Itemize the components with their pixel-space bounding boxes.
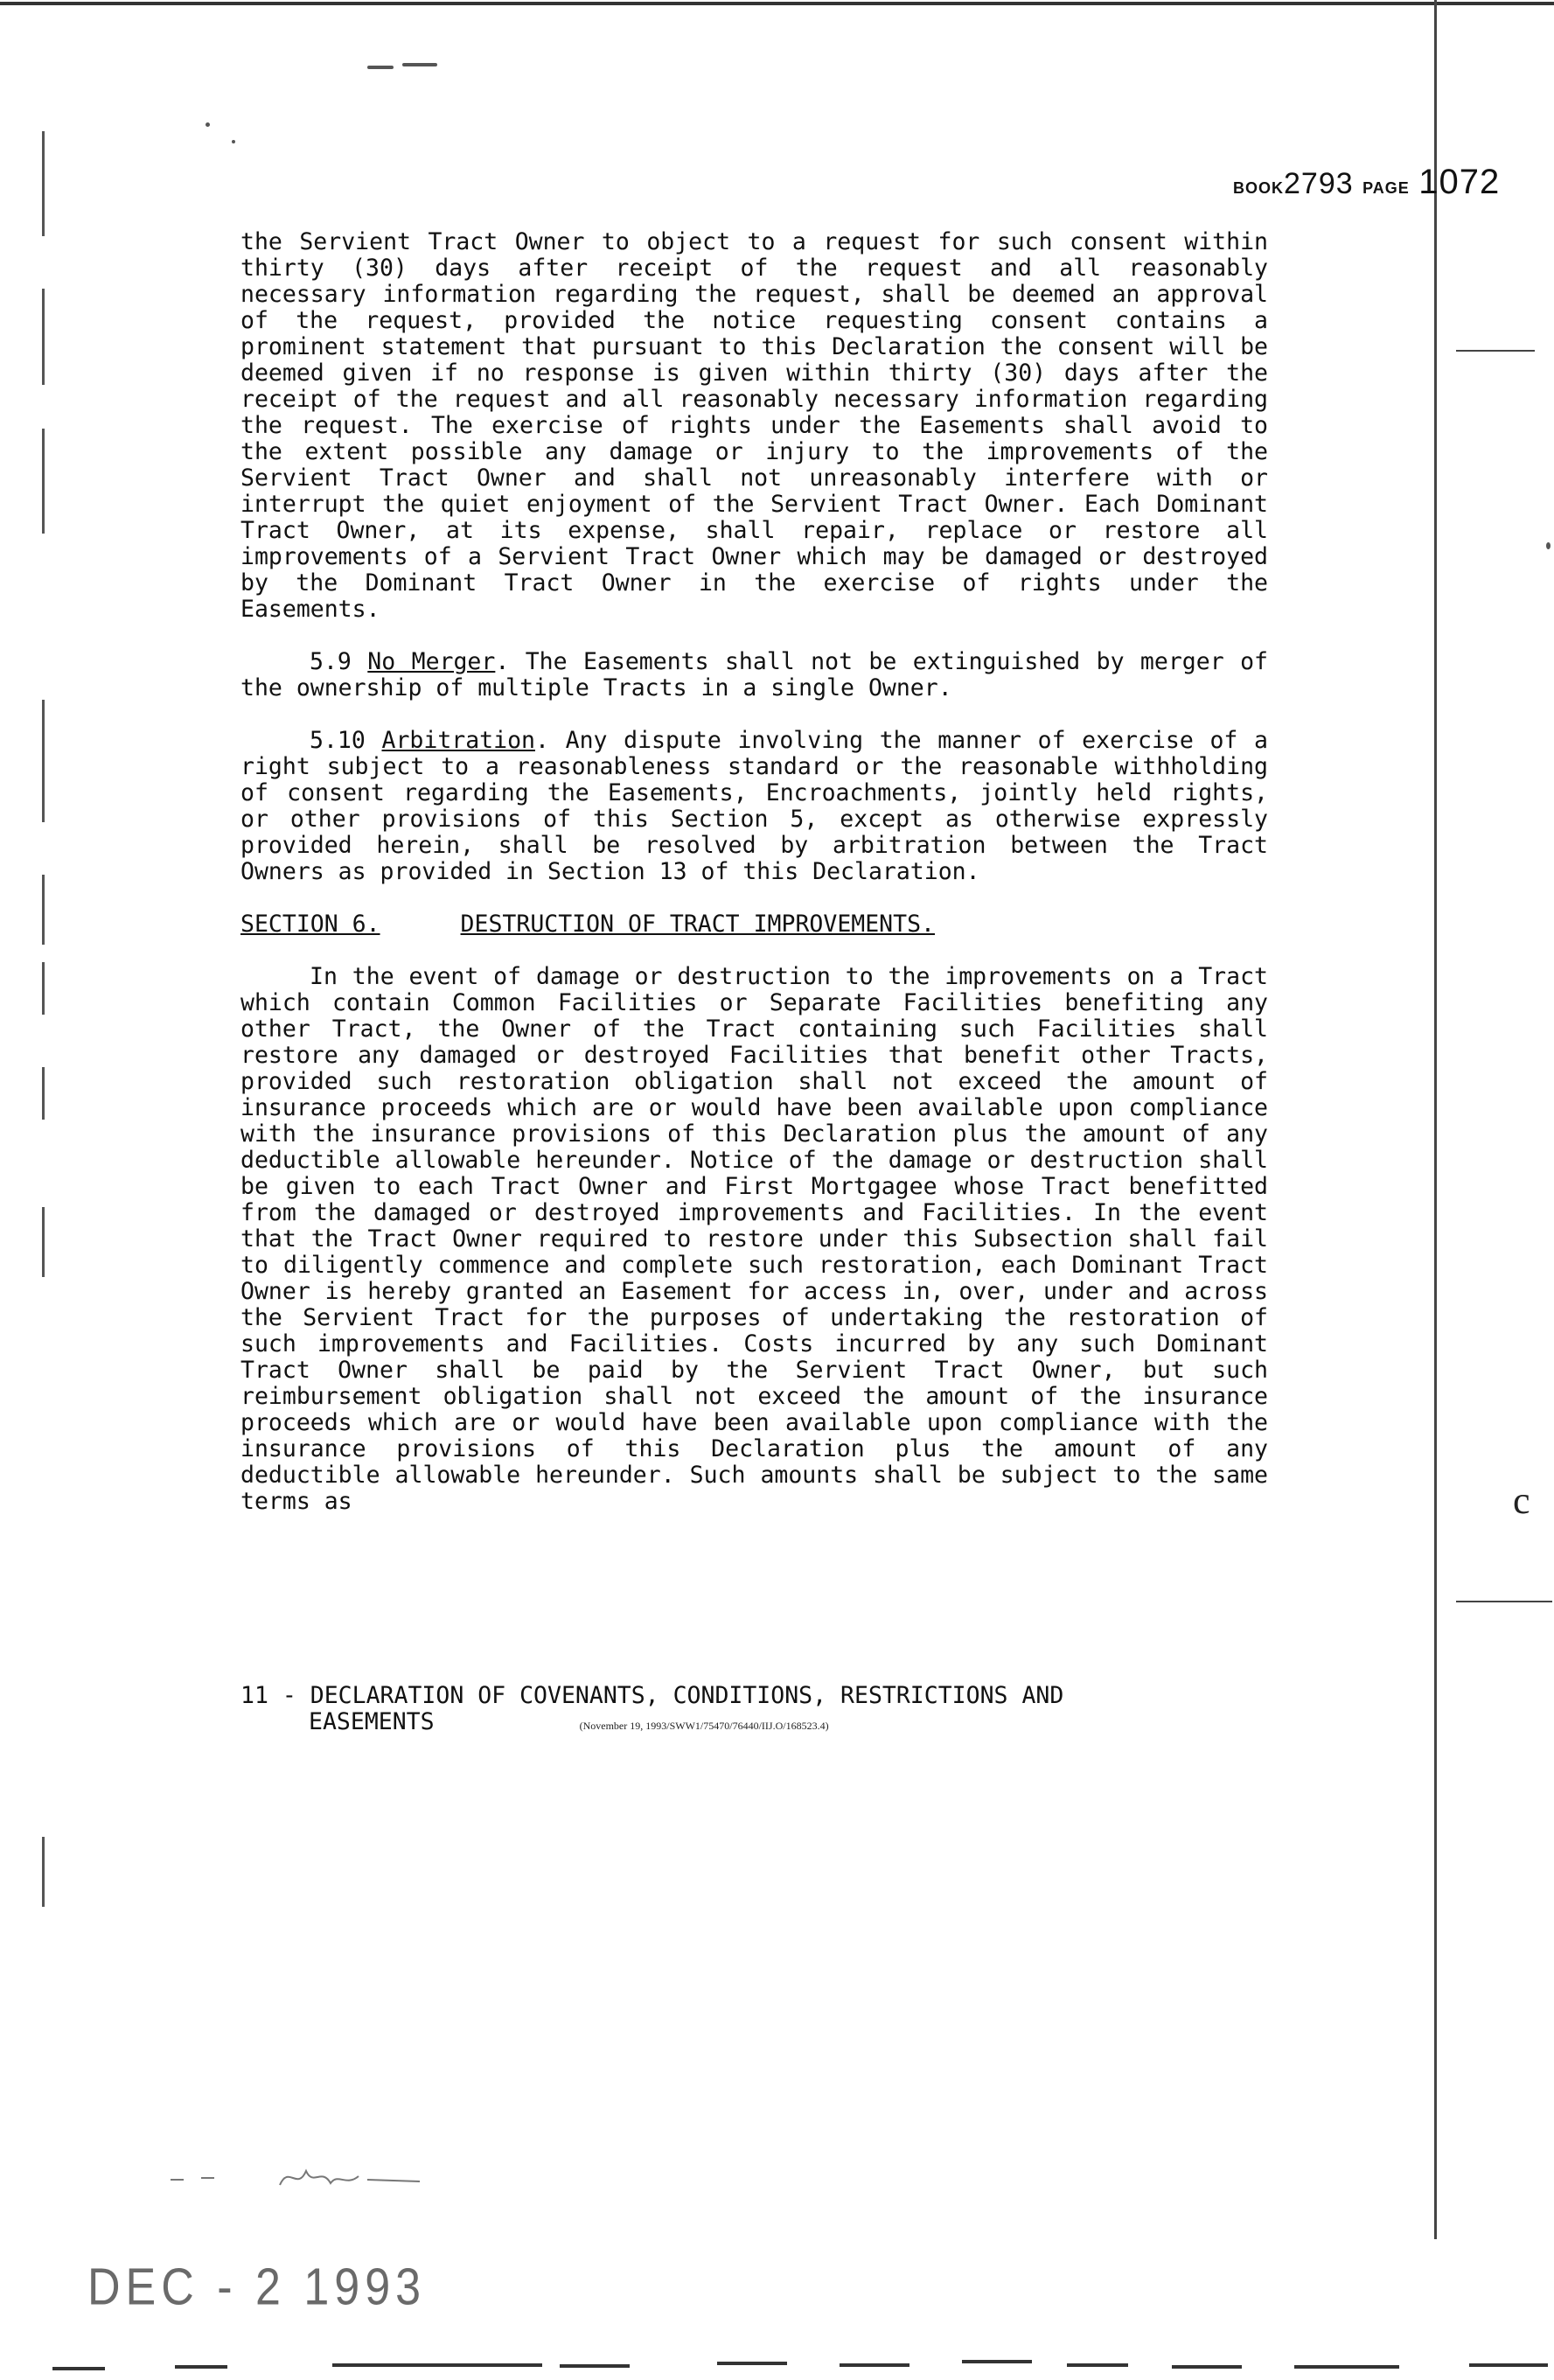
page-number: 1072 <box>1418 163 1501 201</box>
section-6-label: SECTION 6. <box>240 911 380 938</box>
section-6-text: In the event of damage or destruction to the improvements on a Tract which contain Common Facilities or Separate Facilities benefiting any other Tract, the Owner of the Tract containing such Facilities shall restore any damaged or destroyed Facilities that benefit other Tracts, provided such restoration obligation shall not exceed the amount of insurance proceeds which are or would have been available upon compliance with the insurance provisions of this Declaration plus the amount of any deductible allowable hereunder. Notice of the damage or destruction shall be given to each Tract Owner and First Mortgagee whose Tract benefitted from the damaged or destroyed improvements and Facilities. In the event that the Tract Owner required to restore under this Subsection shall fail to diligently commence and complete such restoration, each Dominant Tract Owner is hereby granted an Easement for access in, over, under and across the Servient Tract for the purposes of undertaking the restoration of such improvements and Facilities. Costs incurred by any such Dominant Tract Owner shall be paid by the Servient Tract Owner, but such reimbursement obligation shall not exceed the amount of the insurance proceeds which are or would have been available upon compliance with the insurance provisions of this Declaration plus the amount of any deductible allowable hereunder. Such amounts shall be subject to the same terms as <box>240 963 1282 1515</box>
scan-speck <box>367 66 394 69</box>
section-5-10-number: 5.10 <box>310 727 366 754</box>
section-6-paragraph <box>240 963 1282 1515</box>
scan-left-mark <box>42 962 45 1015</box>
paragraph-gap <box>240 938 1268 964</box>
paragraph-gap <box>240 701 1268 728</box>
continued-paragraph: the Servient Tract Owner to object to a request for such consent within thirty (30) days after receipt of the request and all reasonably necessary information regarding the request, shall be deemed an approval of the request, provided the notice requesting consent contains a prominent statement that pursuant to this Declaration the consent will be deemed given if no response is given within thirty (30) days after the receipt of the request and all reasonably necessary information regarding the request. The exercise of rights under the Easements shall avoid to the extent possible any damage or injury to the improvements of the Servient Tract Owner and shall not unreasonably interfere with or interrupt the quiet enjoyment of the Servient Tract Owner. Each Dominant Tract Owner, at its expense, shall repair, replace or restore all improvements of a Servient Tract Owner which may be damaged or destroyed by the Dominant Tract Owner in the exercise of rights under the Easements. <box>240 228 1282 623</box>
scan-right-border <box>1434 0 1437 2239</box>
date-stamp: DEC - 2 1993 <box>87 2258 427 2317</box>
page-footer <box>240 1683 1290 1739</box>
footer-easements: EASEMENTS <box>309 1708 435 1735</box>
scan-left-mark <box>42 1837 45 1907</box>
footer-line-1: 11 - DECLARATION OF COVENANTS, CONDITIONS, RESTRICTIONS AND <box>240 1682 1064 1709</box>
paragraph-gap <box>240 623 1268 649</box>
section-5-10-text: . Any dispute involving the manner of exercise of a right subject to a reasonableness standard or the reasonable withholding of consent regarding the Easements, Encroachments, jointly held rights, or other provisions of this Section 5, except as otherwise expressly provided herein, shall be resolved by arbitration between the Tract Owners as provided in Section 13 of this Declaration. <box>240 727 1282 885</box>
handwritten-scribble <box>166 2160 429 2195</box>
margin-mark: c <box>1513 1479 1530 1522</box>
book-label: BOOK <box>1233 179 1284 197</box>
scan-dash <box>1456 350 1535 352</box>
scan-dash <box>1456 1601 1552 1602</box>
footer-line-2 <box>240 1709 1290 1739</box>
scan-speck <box>402 63 437 66</box>
section-5-9-text: . The Easements shall not be extinguished by merger of the ownership of multiple Tracts in a single Owner. <box>240 648 1282 701</box>
scan-speck <box>232 140 235 143</box>
book-number: 2793 <box>1284 167 1354 200</box>
scan-left-mark <box>42 875 45 945</box>
section-6-heading <box>240 911 1268 938</box>
page-label: PAGE <box>1362 179 1410 197</box>
scan-left-mark <box>42 1207 45 1277</box>
scan-left-mark <box>42 289 45 385</box>
footer-document-code: (November 19, 1993/SWW1/75470/76440/IIJ.O/168523.4) <box>579 1720 829 1732</box>
scan-top-border <box>0 2 1554 5</box>
scan-speck <box>206 122 210 127</box>
paragraph-gap <box>240 885 1268 911</box>
document-body <box>240 228 1282 1515</box>
section-5-9-title: No Merger <box>367 648 496 675</box>
scan-speck <box>1546 542 1551 549</box>
section-6-title: DESTRUCTION OF TRACT IMPROVEMENTS. <box>460 911 935 938</box>
section-5-10 <box>240 727 1282 885</box>
section-5-9-number: 5.9 <box>310 648 352 675</box>
scan-left-mark <box>42 1067 45 1120</box>
section-5-10-title: Arbitration <box>381 727 535 754</box>
scan-left-mark <box>42 131 45 236</box>
book-page-stamp <box>1233 163 1500 202</box>
scan-bottom-edge <box>0 2353 1554 2379</box>
scan-left-mark <box>42 429 45 534</box>
section-5-9 <box>240 648 1282 701</box>
scan-left-mark <box>42 700 45 822</box>
